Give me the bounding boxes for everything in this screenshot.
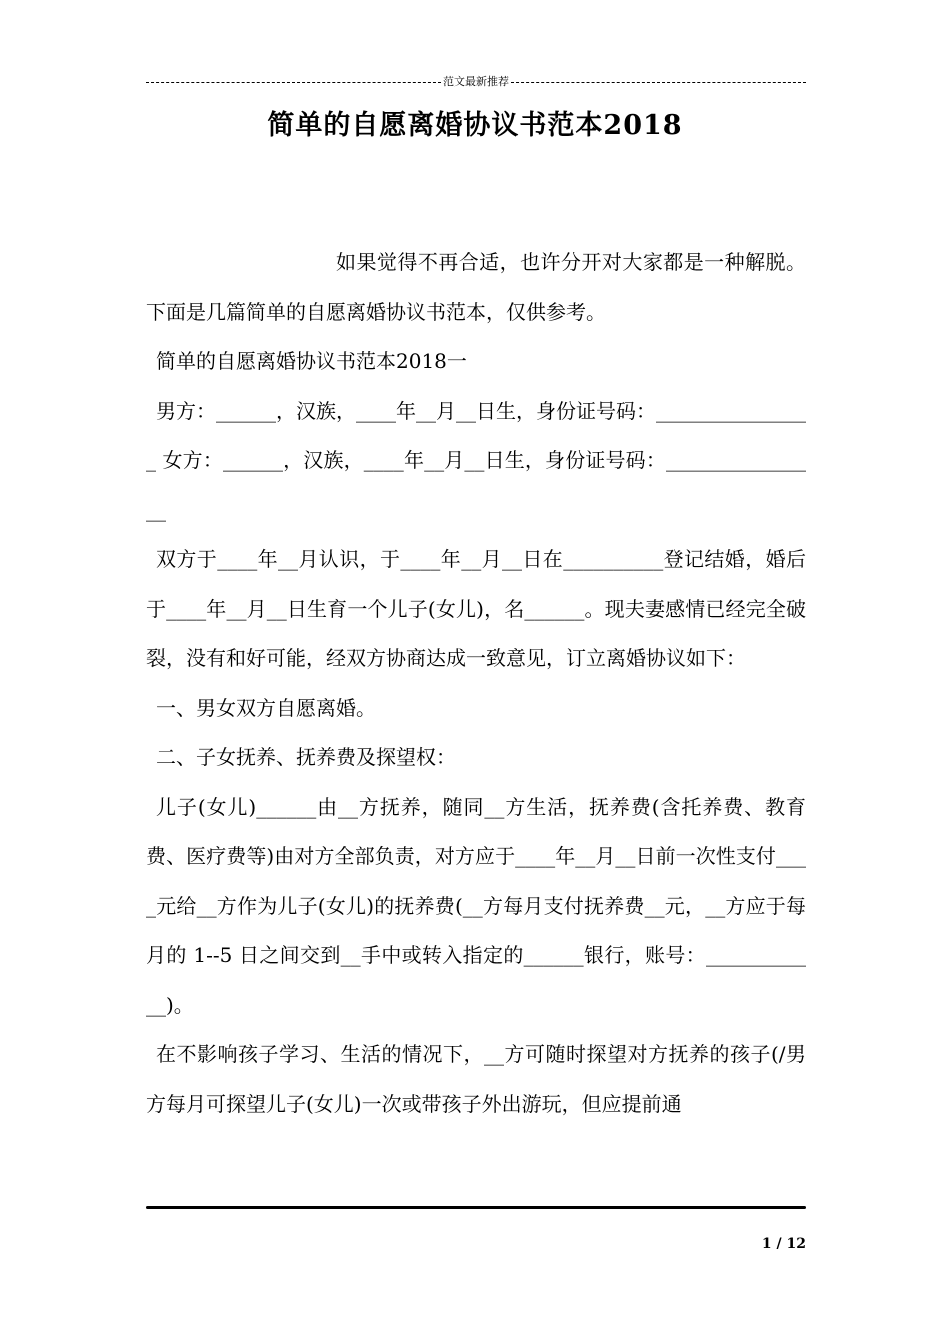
marriage-paragraph: 双方于____年__月认识，于____年__月__日在__________登记结婚，婚后于____年__月__日生育一个儿子(女儿)，名______。现夫妻感情已经完全破裂，没有和好可能，经双方协商达成一致意见，订立离婚协议如下：: [146, 547, 806, 670]
page-number: 1 / 12: [761, 1236, 806, 1252]
document-body: [146, 238, 806, 1129]
page-header: [146, 72, 806, 92]
document-title: 简单的自愿离婚协议书范本2018: [267, 110, 683, 141]
custody-paragraph: 儿子(女儿)______由__方抚养，随同__方生活，抚养费(含托养费、教育费、医疗费等)由对方全部负责，对方应于____年__月__日前一次性支付____元给__方作为儿子(女儿)的抚养费(__方每月支付抚养费__元，__方应于每月的 1--5 日之间交到__手中或转入指定的______银行，账号：____________)。: [146, 794, 806, 1017]
header-label: 范文最新推荐: [443, 75, 509, 88]
intro-paragraph: 如果觉得不再合适，也许分开对大家都是一种解脱。下面是几篇简单的自愿离婚协议书范本，仅供参考。: [146, 250, 806, 324]
visitation-paragraph: 在不影响孩子学习、生活的情况下，__方可随时探望对方抚养的孩子(/男方每月可探望儿子(女儿)一次或带孩子外出游玩，但应提前通: [146, 1042, 806, 1116]
header-dash-right: [511, 82, 806, 83]
footer-rule: [146, 1206, 806, 1209]
parties-paragraph: 男方：______，汉族，____年__月__日生，身份证号码：________________ 女方：______，汉族，____年__月__日生，身份证号码：________________: [146, 398, 806, 522]
header-dash-left: [146, 82, 441, 83]
section-heading: 简单的自愿离婚协议书范本2018一: [156, 349, 467, 373]
clause-2: 二、子女抚养、抚养费及探望权：: [156, 745, 456, 769]
clause-1: 一、男女双方自愿离婚。: [156, 695, 376, 720]
